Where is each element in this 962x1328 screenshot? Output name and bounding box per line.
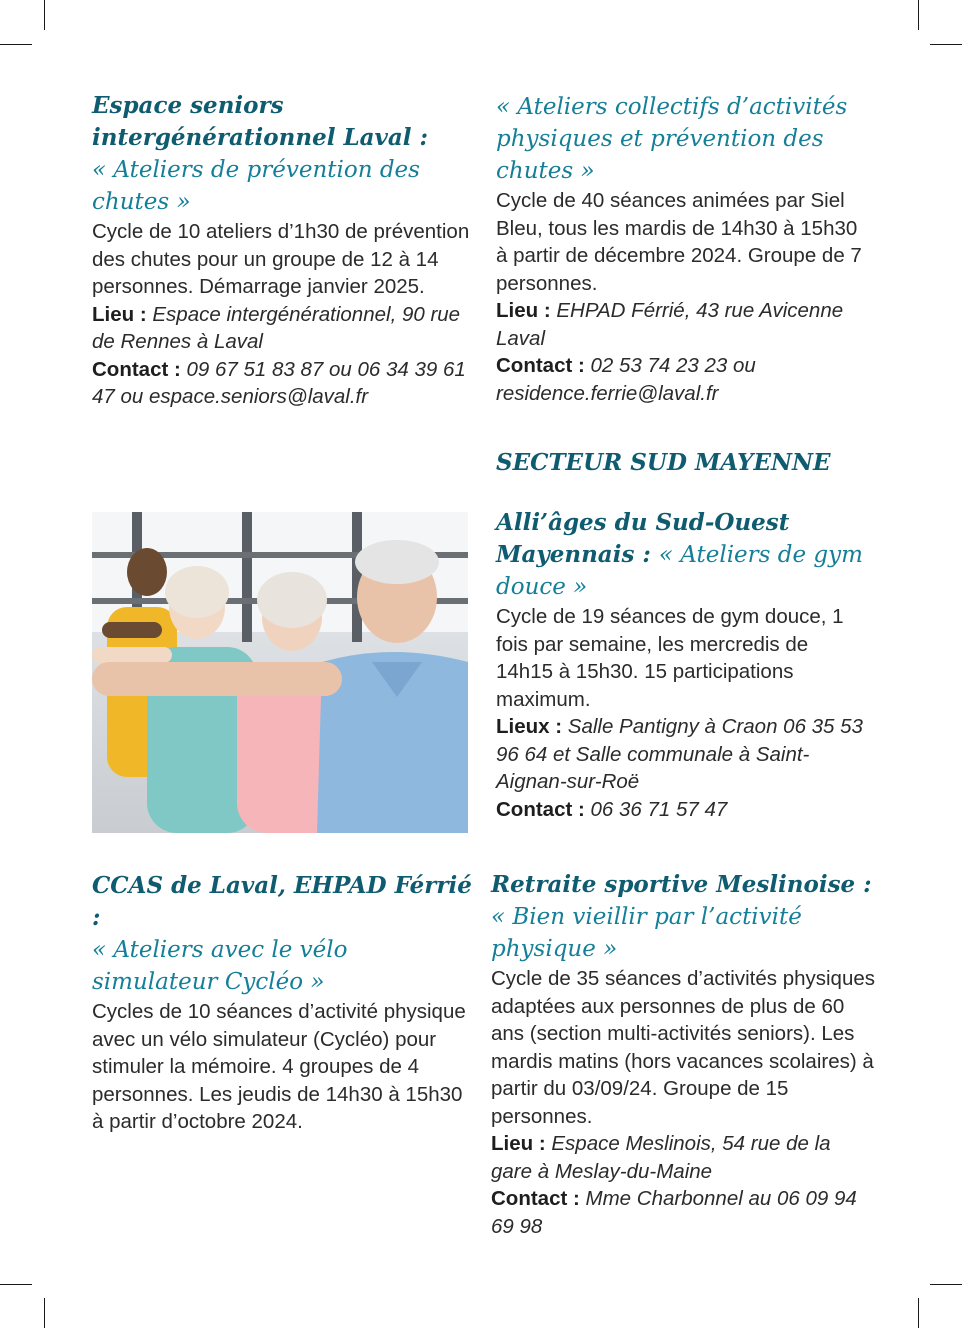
- activity-retraite-sportive: [491, 869, 876, 1240]
- description-text: Cycle de 10 ateliers d’1h30 de prévention des chutes pour un groupe de 12 à 14 personnes. Démarrage janvier 2025.: [92, 220, 470, 298]
- contact-value: Mme Charbonnel au 06 09 94 69 98: [491, 1187, 857, 1238]
- description-text: Cycle de 40 séances animées par Siel Bleu, tous les mardis de 14h30 à 15h30 à partir de décembre 2024. Groupe de 7 personnes.: [496, 189, 862, 295]
- organization-name: Retraite sportive Meslinoise :: [491, 871, 872, 898]
- organization-name: CCAS de Laval, EHPAD Férrié :: [92, 872, 472, 931]
- activity-description: [496, 187, 868, 407]
- crop-mark: [930, 1284, 962, 1285]
- activity-ccas-cycleo: [92, 870, 472, 1136]
- activity-title: « Ateliers de gym douce »: [496, 542, 863, 600]
- contact-label: Contact :: [92, 357, 181, 381]
- contact-value: 06 36 71 57 47: [590, 797, 728, 821]
- contact-label: Contact :: [496, 797, 585, 821]
- crop-mark: [930, 44, 962, 45]
- activity-description: [92, 218, 472, 411]
- lieu-value: Espace Meslinois, 54 rue de la gare à Meslay-du-Maine: [491, 1132, 831, 1183]
- crop-mark: [918, 1298, 919, 1328]
- activity-description: Cycles de 10 séances d’activité physique avec un vélo simulateur (Cycléo) pour stimuler la mémoire. 4 groupes de 4 personnes. Les jeudis de 14h30 à 15h30 à partir d’octobre 2024.: [92, 1000, 466, 1133]
- organization-name: Alli’âges du Sud-Ouest Mayennais :: [496, 509, 790, 568]
- lieu-label: Lieu :: [496, 299, 551, 322]
- activity-title: « Ateliers avec le vélo simulateur Cycléo »: [92, 937, 348, 995]
- seniors-exercising-photo: [92, 512, 468, 833]
- activity-ehpad-ferrie-collectifs: [496, 91, 868, 407]
- activity-alliages: [496, 507, 868, 823]
- contact-value: 09 67 51 83 87 ou 06 34 39 61 47 ou espace.seniors@laval.fr: [92, 357, 466, 408]
- activity-title: « Bien vieillir par l’activité physique »: [491, 904, 802, 962]
- lieu-value: Espace intergénérationnel, 90 rue de Rennes à Laval: [92, 302, 461, 353]
- activity-title: « Ateliers collectifs d’activités physiques et prévention des chutes »: [496, 94, 848, 184]
- activity-heading: [496, 507, 868, 603]
- contact-value: 02 53 74 23 23 ou residence.ferrie@laval.fr: [496, 354, 756, 405]
- activity-description: [491, 965, 876, 1240]
- lieu-label: Lieu :: [491, 1132, 546, 1155]
- lieu-label: Lieux :: [496, 715, 563, 738]
- crop-mark: [0, 44, 32, 45]
- crop-mark: [44, 1298, 45, 1328]
- lieu-label: Lieu :: [92, 302, 147, 326]
- crop-mark: [0, 1284, 32, 1285]
- section-heading-sud-mayenne: SECTEUR SUD MAYENNE: [496, 449, 831, 476]
- activity-title: « Ateliers de prévention des chutes »: [92, 157, 420, 215]
- crop-mark: [44, 0, 45, 30]
- activity-description: [496, 603, 868, 823]
- organization-name: Espace seniors intergénérationnel Laval :: [92, 92, 429, 151]
- lieu-value: EHPAD Férrié, 43 rue Avicenne Laval: [496, 299, 844, 350]
- contact-label: Contact :: [491, 1187, 580, 1210]
- activity-espace-seniors: [92, 90, 472, 411]
- lieu-value: Salle Pantigny à Craon 06 35 53 96 64 et Salle communale à Saint-Aignan-sur-Roë: [496, 715, 863, 793]
- description-text: Cycle de 35 séances d’activités physiques adaptées aux personnes de plus de 60 ans (section multi-activités seniors). Les mardis matins (hors vacances scolaires) à partir du 03/09/24. Groupe de 15 personnes.: [491, 967, 876, 1128]
- contact-label: Contact :: [496, 354, 585, 377]
- crop-mark: [918, 0, 919, 30]
- description-text: Cycle de 19 séances de gym douce, 1 fois par semaine, les mercredis de 14h15 à 15h30. 15 participations maximum.: [496, 605, 844, 711]
